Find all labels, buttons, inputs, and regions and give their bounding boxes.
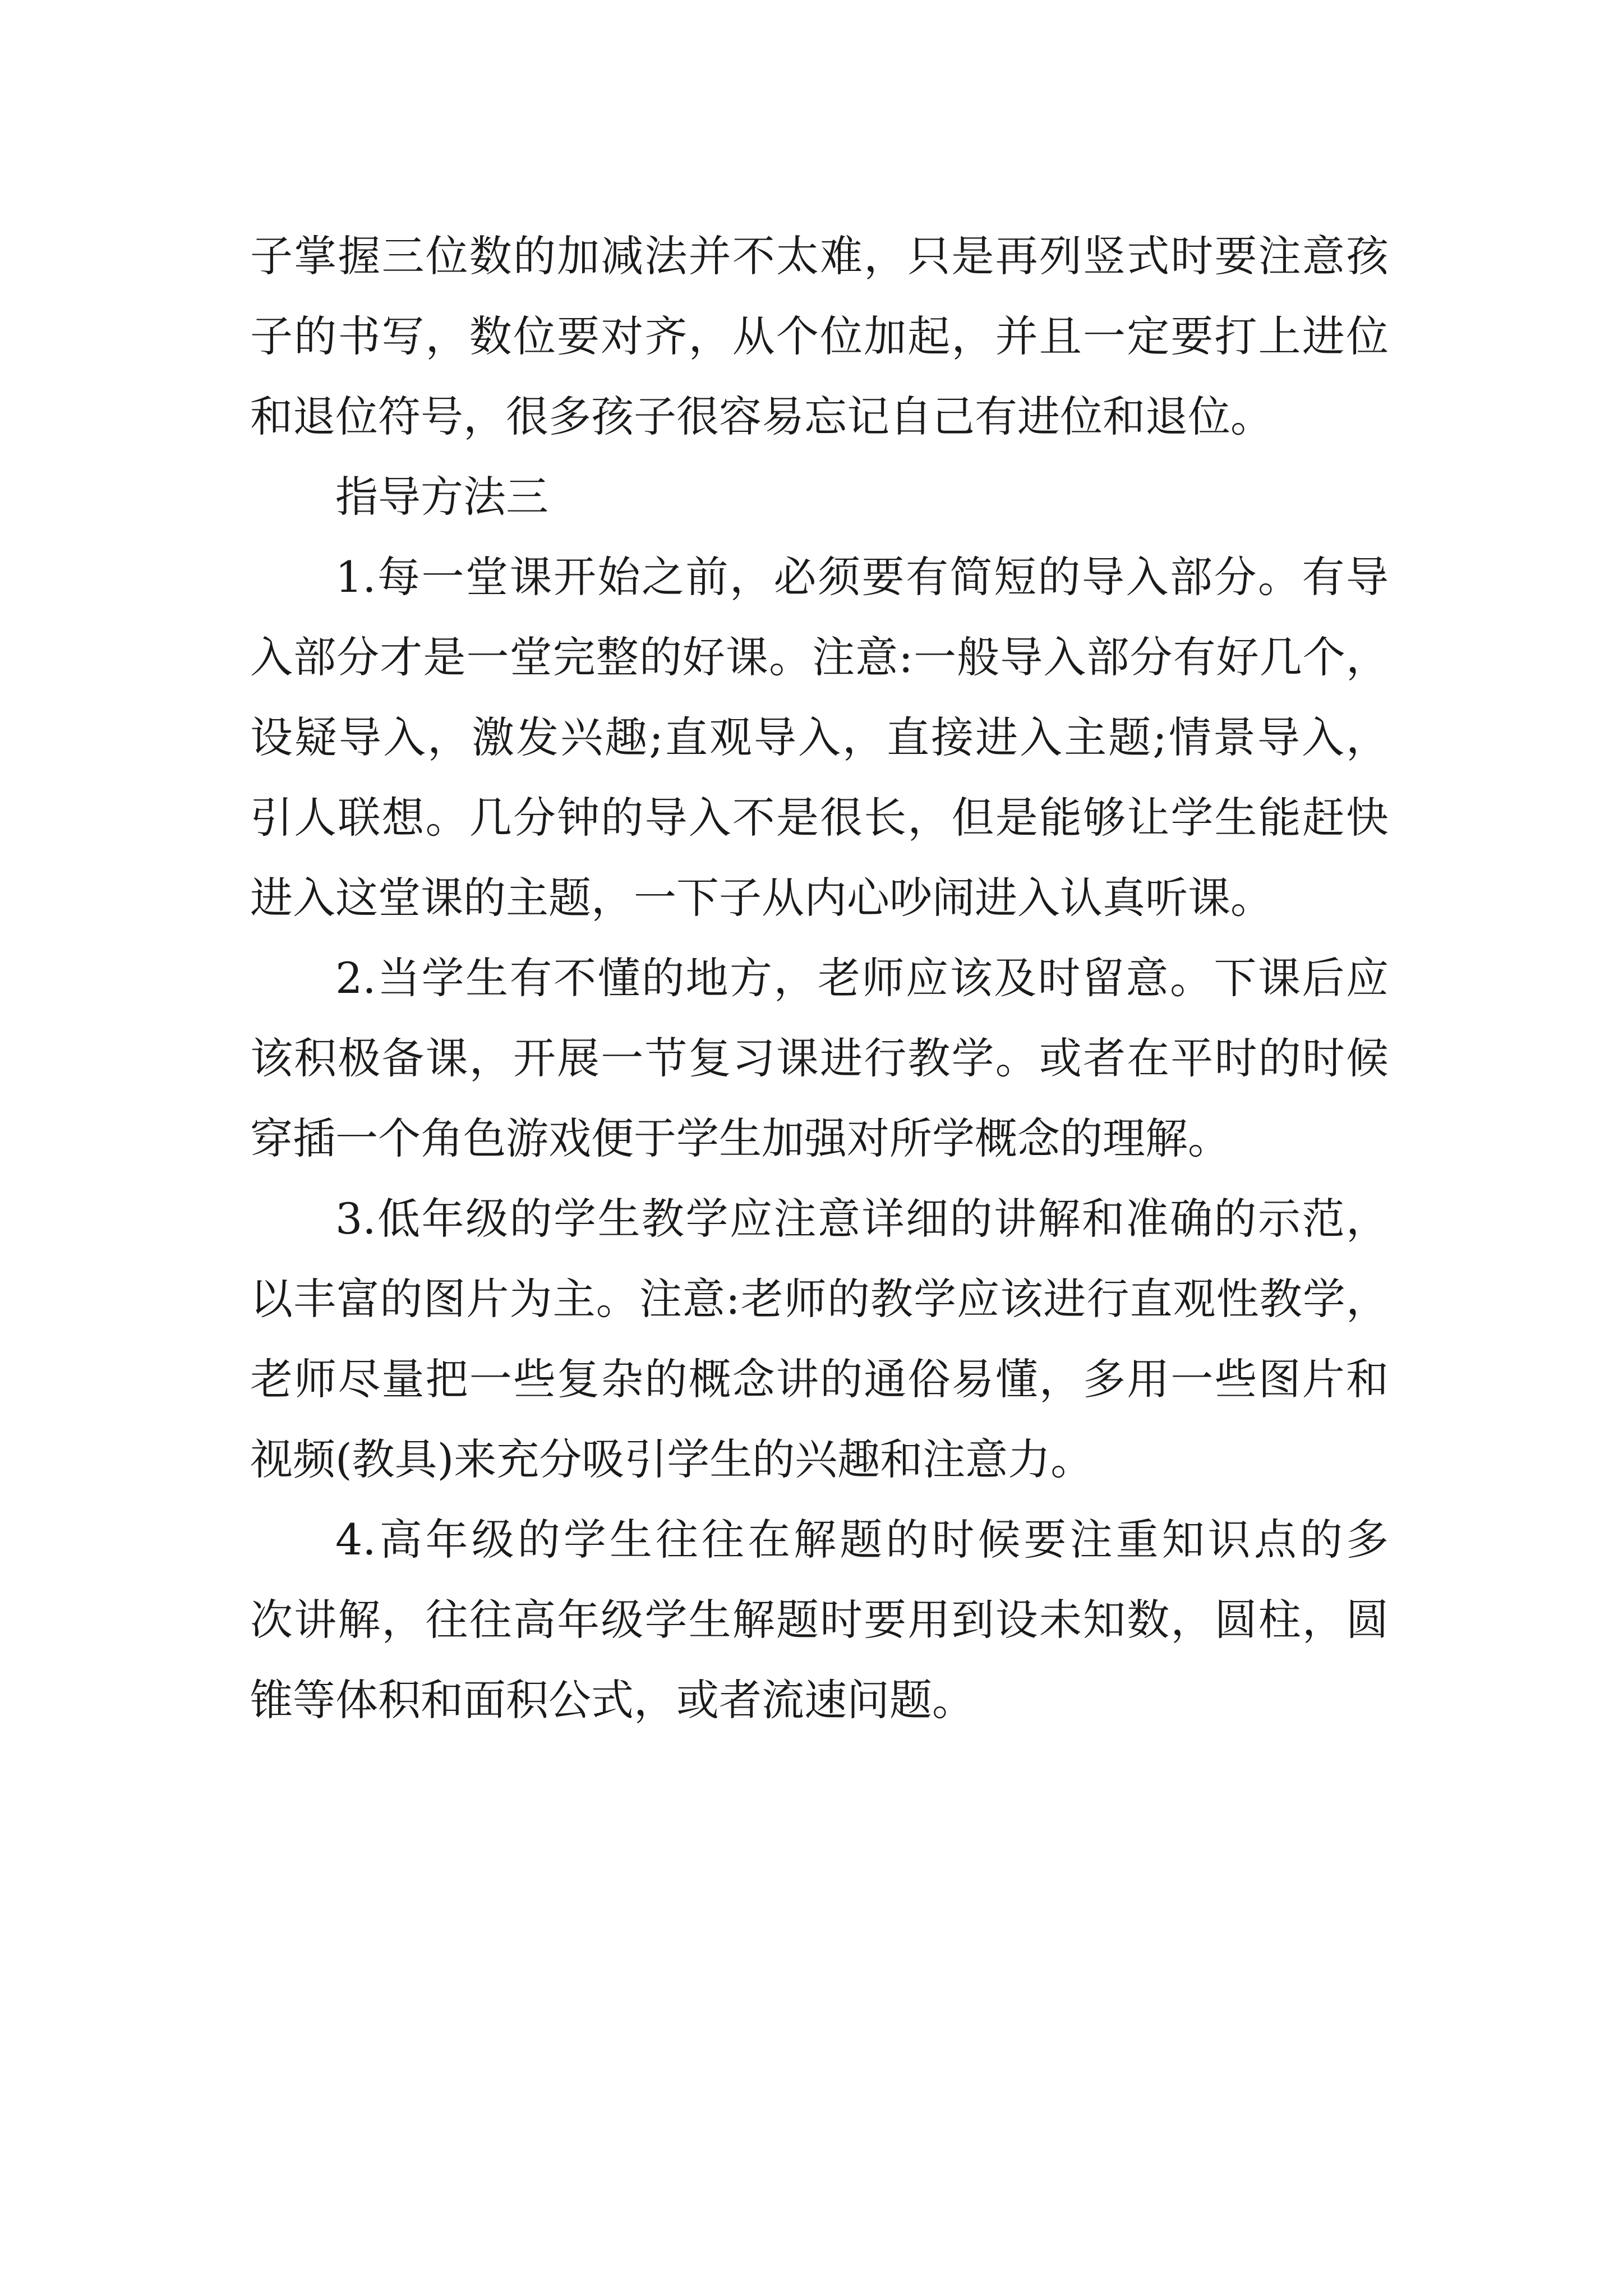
paragraph-1 [250, 537, 1389, 938]
text-line: 引人联想。几分钟的导入不是很长，但是能够让学生能赶快 [250, 793, 1389, 843]
text-line: 该积极备课，开展一节复习课进行教学。或者在平时的时候 [250, 1033, 1389, 1083]
text-line: 进入这堂课的主题，一下子从内心吵闹进入认真听课。 [250, 873, 1273, 923]
text-line: 以丰富的图片为主。注意:老师的教学应该进行直观性教学， [250, 1274, 1389, 1324]
paragraph-3 [250, 1179, 1389, 1499]
text-line: 子的书写，数位要对齐，从个位加起，并且一定要打上进位 [250, 311, 1389, 361]
paragraph-continued [250, 216, 1389, 457]
text-line: 4.高年级的学生往往在解题的时候要注重知识点的多 [335, 1515, 1389, 1565]
document-body [250, 216, 1389, 1740]
text-line: 视频(教具)来充分吸引学生的兴趣和注意力。 [250, 1434, 1094, 1484]
section-heading: 指导方法三 [335, 472, 548, 522]
text-line: 1.每一堂课开始之前，必须要有简短的导入部分。有导 [335, 552, 1389, 602]
paragraph-2 [250, 938, 1389, 1179]
text-line: 老师尽量把一些复杂的概念讲的通俗易懂，多用一些图片和 [250, 1354, 1389, 1404]
text-line: 穿插一个角色游戏便于学生加强对所学概念的理解。 [250, 1114, 1230, 1163]
text-line: 次讲解，往往高年级学生解题时要用到设未知数，圆柱，圆 [250, 1595, 1389, 1645]
text-line: 和退位符号，很多孩子很容易忘记自己有进位和退位。 [250, 392, 1273, 441]
text-line: 设疑导入，激发兴趣;直观导入，直接进入主题;情景导入， [250, 712, 1389, 762]
text-line: 锥等体积和面积公式，或者流速问题。 [250, 1675, 975, 1725]
text-line: 入部分才是一堂完整的好课。注意:一般导入部分有好几个， [250, 632, 1389, 682]
paragraph-4 [250, 1499, 1389, 1740]
text-line: 3.低年级的学生教学应注意详细的讲解和准确的示范， [335, 1194, 1389, 1244]
text-line: 2.当学生有不懂的地方，老师应该及时留意。下课后应 [335, 953, 1389, 1003]
text-line: 子掌握三位数的加减法并不太难，只是再列竖式时要注意孩 [250, 231, 1389, 281]
